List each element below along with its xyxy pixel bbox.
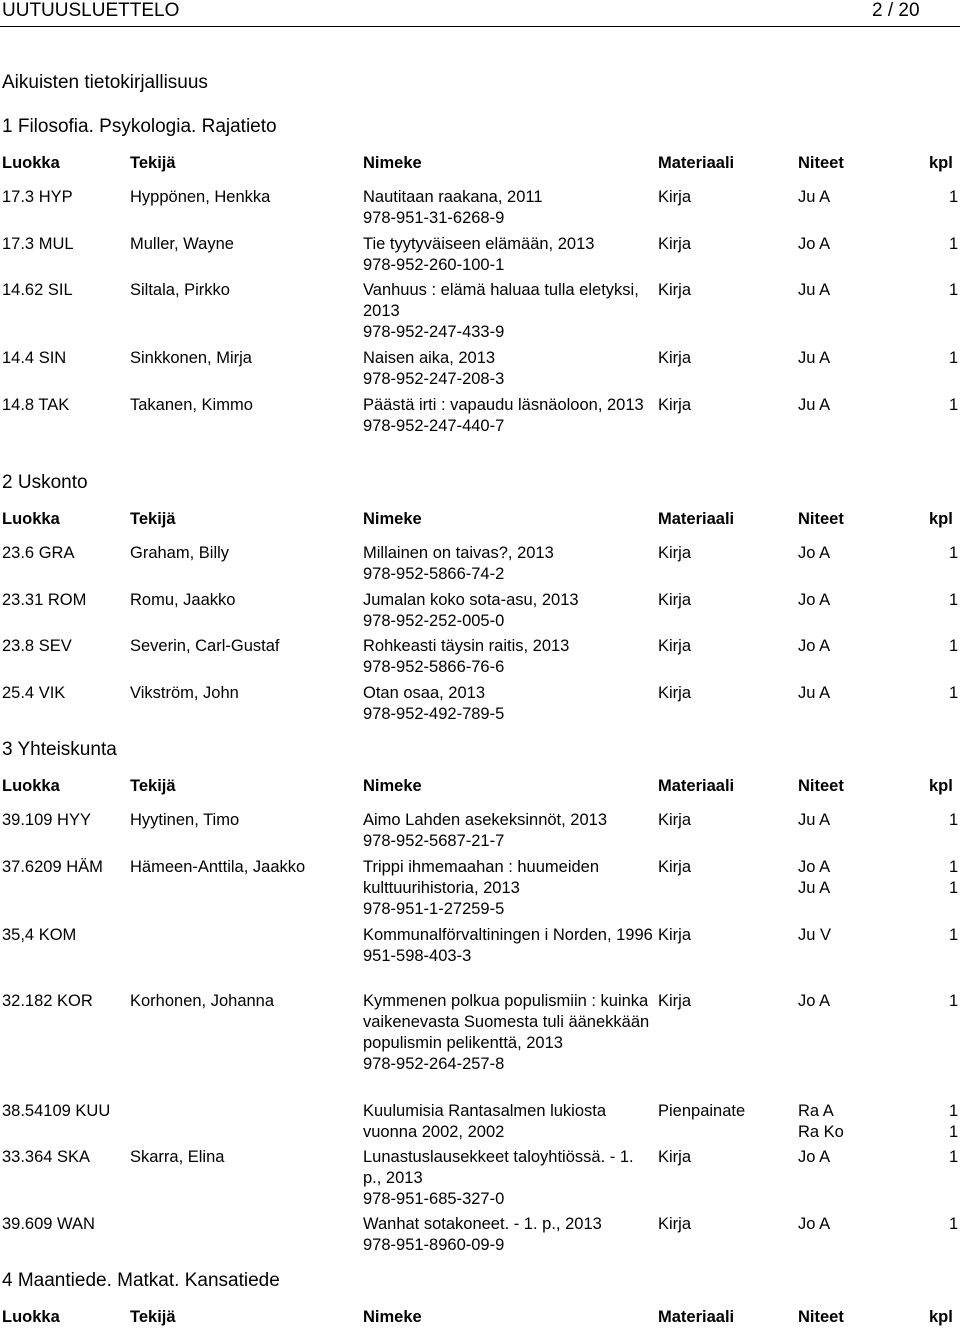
author: Sinkkonen, Mirja — [130, 349, 252, 367]
copy-location: Jo A — [798, 992, 831, 1010]
copy-count: 1 — [949, 811, 959, 829]
copy-count: 1 — [949, 992, 959, 1010]
copy-count: 1 — [949, 281, 959, 299]
table-header — [0, 1307, 960, 1327]
classification-code: 32.182 KOR — [2, 992, 93, 1010]
material-type: Kirja — [658, 811, 692, 829]
title-cell — [363, 683, 653, 725]
copies-cell — [798, 1214, 878, 1235]
material-type: Kirja — [658, 188, 692, 206]
count-cell — [949, 1147, 960, 1168]
author: Severin, Carl-Gustaf — [130, 637, 280, 655]
isbn: 978-952-5687-21-7 — [363, 832, 505, 850]
material-type: Kirja — [658, 1215, 692, 1233]
author: Hämeen-Anttila, Jaakko — [130, 858, 306, 876]
title-cell — [363, 543, 653, 585]
isbn: 978-952-252-005-0 — [363, 612, 505, 630]
copies-cell — [798, 636, 878, 657]
copies-cell — [798, 683, 878, 704]
copy-location: Jo A — [798, 1215, 831, 1233]
column-header-materiaali: Materiaali — [658, 777, 735, 795]
count-cell — [949, 1101, 960, 1143]
author: Muller, Wayne — [130, 235, 234, 253]
copy-count: 1 — [949, 926, 959, 944]
column-header-kpl: kpl — [929, 1308, 953, 1326]
copies-cell — [798, 590, 878, 611]
title: Vanhuus : elämä haluaa tulla eletyksi, 2013 — [363, 281, 639, 320]
classification-code: 17.3 MUL — [2, 235, 74, 253]
classification-code: 23.31 ROM — [2, 591, 87, 609]
title: Wanhat sotakoneet. - 1. p., 2013 — [363, 1215, 602, 1233]
table-header — [0, 153, 960, 173]
copy-count: 1 — [949, 235, 959, 253]
count-cell — [949, 348, 960, 369]
section-title: 2 Uskonto — [2, 472, 88, 493]
copies-cell — [798, 543, 878, 564]
count-cell — [949, 280, 960, 301]
page-number: 2 / 20 — [872, 0, 920, 21]
title: Rohkeasti täysin raitis, 2013 — [363, 637, 570, 655]
material-type: Kirja — [658, 858, 692, 876]
title-cell — [363, 348, 653, 390]
title: Otan osaa, 2013 — [363, 684, 486, 702]
copy-location: Ju V — [798, 926, 832, 944]
copy-count: 1 — [949, 858, 959, 876]
copy-location: Ra A — [798, 1102, 834, 1120]
isbn: 978-951-8960-09-9 — [363, 1236, 505, 1254]
title-cell — [363, 280, 653, 343]
isbn: 978-952-247-440-7 — [363, 417, 505, 435]
classification-code: 23.6 GRA — [2, 544, 75, 562]
author: Hyytinen, Timo — [130, 811, 240, 829]
copy-count: 1 — [949, 684, 959, 702]
copy-count: 1 — [949, 591, 959, 609]
classification-code: 38.54109 KUU — [2, 1102, 111, 1120]
author: Romu, Jaakko — [130, 591, 236, 609]
column-header-niteet: Niteet — [798, 777, 844, 795]
copies-cell — [798, 348, 878, 369]
classification-code: 23.8 SEV — [2, 637, 72, 655]
title: Kymmenen polkua populismiin : kuinka vaikenevasta Suomesta tuli äänekkään populismin pelikenttä, 2013 — [363, 992, 650, 1052]
column-header-nimeke: Nimeke — [363, 777, 422, 795]
material-type: Kirja — [658, 926, 692, 944]
count-cell — [949, 683, 960, 704]
isbn: 978-952-5866-74-2 — [363, 565, 505, 583]
column-header-kpl: kpl — [929, 154, 953, 172]
title: Kommunalförvaltiningen i Norden, 1996 — [363, 926, 653, 944]
classification-code: 37.6209 HÄM — [2, 858, 103, 876]
column-header-luokka: Luokka — [2, 777, 60, 795]
isbn: 978-952-260-100-1 — [363, 256, 505, 274]
table-header — [0, 776, 960, 796]
isbn: 978-951-685-327-0 — [363, 1190, 505, 1208]
section-title: 3 Yhteiskunta — [2, 739, 117, 760]
title-cell — [363, 857, 653, 920]
copies-cell — [798, 925, 878, 946]
copy-count: 1 — [949, 637, 959, 655]
copy-location: Ju A — [798, 349, 831, 367]
column-header-niteet: Niteet — [798, 154, 844, 172]
section-title: 1 Filosofia. Psykologia. Rajatieto — [2, 116, 277, 137]
material-type: Kirja — [658, 235, 692, 253]
isbn: 951-598-403-3 — [363, 947, 472, 965]
title-cell — [363, 810, 653, 852]
author: Takanen, Kimmo — [130, 396, 253, 414]
isbn: 978-952-492-789-5 — [363, 705, 505, 723]
classification-code: 39.609 WAN — [2, 1215, 95, 1233]
section-title: 4 Maantiede. Matkat. Kansatiede — [2, 1270, 280, 1291]
classification-code: 33.364 SKA — [2, 1148, 91, 1166]
copy-location: Ju A — [798, 684, 831, 702]
column-header-kpl: kpl — [929, 510, 953, 528]
classification-code: 17.3 HYP — [2, 188, 73, 206]
copy-location: Ju A — [798, 396, 831, 414]
count-cell — [949, 395, 960, 416]
title-cell — [363, 991, 653, 1075]
table-header — [0, 509, 960, 529]
copy-location: Jo A — [798, 235, 831, 253]
column-header-nimeke: Nimeke — [363, 154, 422, 172]
material-type: Kirja — [658, 992, 692, 1010]
copy-location: Jo A — [798, 637, 831, 655]
copy-location: Jo A — [798, 591, 831, 609]
title: Nautitaan raakana, 2011 — [363, 188, 543, 206]
classification-code: 35,4 KOM — [2, 926, 77, 944]
title: Naisen aika, 2013 — [363, 349, 496, 367]
author: Hyppönen, Henkka — [130, 188, 271, 206]
material-type: Kirja — [658, 637, 692, 655]
copy-count: 1 — [949, 1123, 959, 1141]
material-type: Pienpainate — [658, 1102, 746, 1120]
column-header-niteet: Niteet — [798, 1308, 844, 1326]
classification-code: 14.62 SIL — [2, 281, 73, 299]
author: Skarra, Elina — [130, 1148, 225, 1166]
copy-count: 1 — [949, 879, 959, 897]
material-type: Kirja — [658, 591, 692, 609]
header-divider — [0, 26, 960, 27]
material-type: Kirja — [658, 396, 692, 414]
copies-cell — [798, 857, 878, 899]
copies-cell — [798, 187, 878, 208]
column-header-luokka: Luokka — [2, 154, 60, 172]
classification-code: 14.8 TAK — [2, 396, 70, 414]
count-cell — [949, 187, 960, 208]
title: Trippi ihmemaahan : huumeiden kulttuurihistoria, 2013 — [363, 858, 600, 897]
copy-count: 1 — [949, 544, 959, 562]
copy-location: Ju A — [798, 188, 831, 206]
column-header-tekija: Tekijä — [130, 1308, 176, 1326]
author: Siltala, Pirkko — [130, 281, 230, 299]
material-type: Kirja — [658, 684, 692, 702]
count-cell — [949, 543, 960, 564]
count-cell — [949, 857, 960, 899]
title: Aimo Lahden asekeksinnöt, 2013 — [363, 811, 608, 829]
title: Kuulumisia Rantasalmen lukiosta vuonna 2002, 2002 — [363, 1102, 607, 1141]
column-header-luokka: Luokka — [2, 510, 60, 528]
copies-cell — [798, 234, 878, 255]
copy-location: Ju A — [798, 811, 831, 829]
copy-count: 1 — [949, 349, 959, 367]
category-title: Aikuisten tietokirjallisuus — [2, 72, 208, 93]
isbn: 978-952-247-433-9 — [363, 323, 505, 341]
author: Korhonen, Johanna — [130, 992, 275, 1010]
title: Päästä irti : vapaudu läsnäoloon, 2013 — [363, 396, 644, 414]
count-cell — [949, 590, 960, 611]
isbn: 978-952-264-257-8 — [363, 1055, 505, 1073]
copy-count: 1 — [949, 1148, 959, 1166]
column-header-nimeke: Nimeke — [363, 510, 422, 528]
classification-code: 25.4 VIK — [2, 684, 66, 702]
title-cell — [363, 234, 653, 276]
count-cell — [949, 234, 960, 255]
column-header-tekija: Tekijä — [130, 154, 176, 172]
column-header-materiaali: Materiaali — [658, 1308, 735, 1326]
count-cell — [949, 1214, 960, 1235]
document-title: UUTUUSLUETTELO — [2, 0, 180, 21]
copy-location: Jo A — [798, 858, 831, 876]
count-cell — [949, 810, 960, 831]
title-cell — [363, 636, 653, 678]
material-type: Kirja — [658, 349, 692, 367]
author: Graham, Billy — [130, 544, 230, 562]
isbn: 978-952-5866-76-6 — [363, 658, 505, 676]
material-type: Kirja — [658, 281, 692, 299]
copies-cell — [798, 280, 878, 301]
isbn: 978-951-1-27259-5 — [363, 900, 505, 918]
isbn: 978-952-247-208-3 — [363, 370, 505, 388]
title-cell — [363, 1214, 653, 1256]
count-cell — [949, 636, 960, 657]
classification-code: 14.4 SIN — [2, 349, 67, 367]
classification-code: 39.109 HYY — [2, 811, 91, 829]
copy-location: Ju A — [798, 879, 831, 897]
copy-location: Jo A — [798, 1148, 831, 1166]
column-header-materiaali: Materiaali — [658, 510, 735, 528]
title-cell — [363, 187, 653, 229]
isbn: 978-951-31-6268-9 — [363, 209, 505, 227]
title-cell — [363, 395, 653, 437]
copy-count: 1 — [949, 188, 959, 206]
column-header-luokka: Luokka — [2, 1308, 60, 1326]
copies-cell — [798, 395, 878, 416]
column-header-nimeke: Nimeke — [363, 1308, 422, 1326]
column-header-materiaali: Materiaali — [658, 154, 735, 172]
column-header-niteet: Niteet — [798, 510, 844, 528]
copies-cell — [798, 1147, 878, 1168]
title-cell — [363, 1147, 653, 1210]
column-header-tekija: Tekijä — [130, 510, 176, 528]
copies-cell — [798, 991, 878, 1012]
title: Tie tyytyväiseen elämään, 2013 — [363, 235, 595, 253]
copy-location: Ra Ko — [798, 1123, 844, 1141]
material-type: Kirja — [658, 1148, 692, 1166]
material-type: Kirja — [658, 544, 692, 562]
copy-count: 1 — [949, 396, 959, 414]
copy-count: 1 — [949, 1215, 959, 1233]
title-cell — [363, 1101, 653, 1143]
count-cell — [949, 925, 960, 946]
title: Millainen on taivas?, 2013 — [363, 544, 554, 562]
title-cell — [363, 590, 653, 632]
column-header-kpl: kpl — [929, 777, 953, 795]
author: Vikström, John — [130, 684, 239, 702]
column-header-tekija: Tekijä — [130, 777, 176, 795]
copy-count: 1 — [949, 1102, 959, 1120]
copy-location: Ju A — [798, 281, 831, 299]
title: Lunastuslausekkeet taloyhtiössä. - 1. p., 2013 — [363, 1148, 634, 1187]
copies-cell — [798, 1101, 878, 1143]
count-cell — [949, 991, 960, 1012]
title: Jumalan koko sota-asu, 2013 — [363, 591, 579, 609]
page-header — [0, 0, 960, 24]
title-cell — [363, 925, 653, 967]
copy-location: Jo A — [798, 544, 831, 562]
copies-cell — [798, 810, 878, 831]
